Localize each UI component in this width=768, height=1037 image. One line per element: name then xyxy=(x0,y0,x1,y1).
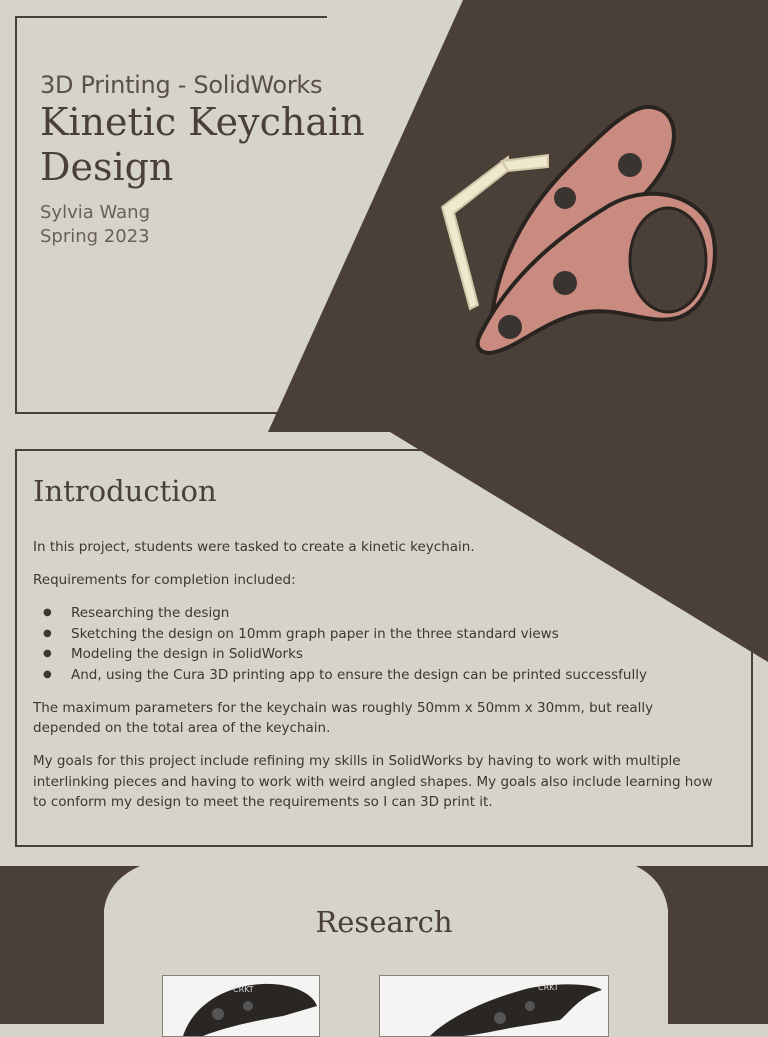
requirements-list xyxy=(33,603,723,685)
goals-paragraph: My goals for this project include refining my skills in SolidWorks by having to work with multiple interlinking pieces and having to work with weird angled shapes. My goals also include learning how to conform my design to meet the requirements so I can 3D print it. xyxy=(33,753,713,810)
page-title: Kinetic Keychain Design xyxy=(40,100,365,189)
knife-1-image xyxy=(163,976,319,1036)
knife-1-brand: CRKT xyxy=(233,985,254,994)
requirement-item: ● And, using the Cura 3D printing app to ensure the design can be printed successfully xyxy=(71,665,723,686)
course-label: 3D Printing - SolidWorks xyxy=(40,71,323,99)
requirement-item: ● Researching the design xyxy=(71,603,723,624)
research-right-band xyxy=(636,866,768,1024)
research-photo-knife-1 xyxy=(162,975,320,1037)
requirement-item: ● Sketching the design on 10mm graph paper in the three standard views xyxy=(71,624,723,645)
research-heading: Research xyxy=(315,905,453,939)
research-photo-knife-2 xyxy=(379,975,609,1037)
term-label: Spring 2023 xyxy=(40,226,150,247)
knife-2-brand: CRKT xyxy=(538,983,559,992)
byline xyxy=(40,201,150,249)
introduction-heading: Introduction xyxy=(33,474,217,508)
introduction-body xyxy=(33,537,723,825)
parameters-paragraph: The maximum parameters for the keychain was roughly 50mm x 50mm x 30mm, but really depended on the total area of the keychain. xyxy=(33,699,654,736)
intro-lead: In this project, students were tasked to create a kinetic keychain. xyxy=(33,539,475,555)
requirement-item: ● Modeling the design in SolidWorks xyxy=(71,644,723,665)
requirements-label: Requirements for completion included: xyxy=(33,572,296,588)
author-name: Sylvia Wang xyxy=(40,202,150,223)
knife-2-image xyxy=(380,976,608,1036)
keychain-render-image xyxy=(430,95,720,365)
research-left-band xyxy=(0,866,140,1024)
